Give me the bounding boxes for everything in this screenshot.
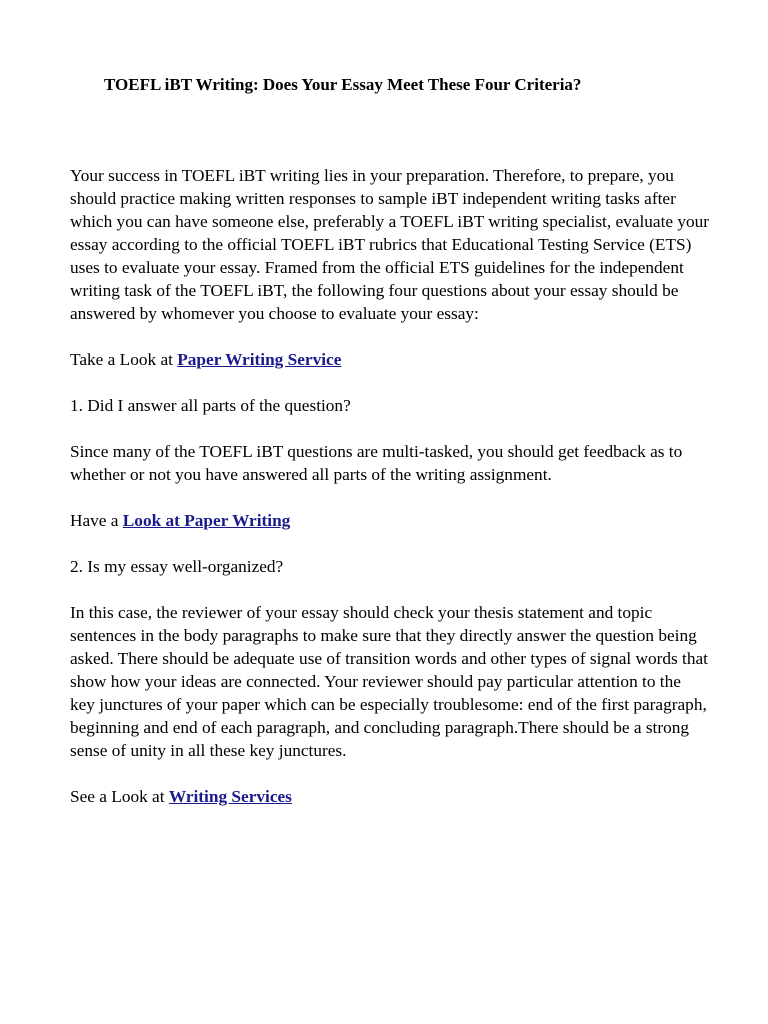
intro-paragraph: Your success in TOEFL iBT writing lies in your preparation. Therefore, to prepare, you should practice making written responses to sample iBT independent writing tasks after which you can have someone else, preferably a TOEFL iBT writing specialist, evaluate your essay according to the official TOEFL iBT rubrics that Educational Testing Service (ETS) uses to evaluate your essay. Framed from the official ETS guidelines for the independent writing task of the TOEFL iBT, the following four questions about your essay should be answered by whomever you choose to evaluate your essay:	[70, 166, 710, 323]
promo-line-1	[70, 348, 710, 371]
promo-1-prefix: Take a Look at	[70, 350, 178, 369]
promo-2-prefix: Have a	[70, 511, 123, 530]
promo-line-3	[70, 785, 710, 808]
paper-writing-service-link[interactable]: Paper Writing Service	[177, 350, 342, 369]
question-2-heading: 2. Is my essay well-organized?	[70, 557, 284, 576]
writing-services-link[interactable]: Writing Services	[168, 787, 292, 806]
question-1-paragraph: Since many of the TOEFL iBT questions are multi-tasked, you should get feedback as to whether or not you have answered all parts of the writing assignment.	[70, 442, 683, 484]
promo-3-prefix: See a Look at	[70, 787, 169, 806]
promo-line-2	[70, 509, 710, 532]
document-body	[70, 164, 710, 831]
page-title: TOEFL iBT Writing: Does Your Essay Meet These Four Criteria?	[104, 75, 582, 94]
question-1-heading: 1. Did I answer all parts of the question?	[70, 396, 351, 415]
look-at-paper-writing-link[interactable]: Look at Paper Writing	[122, 511, 291, 530]
question-2-paragraph: In this case, the reviewer of your essay should check your thesis statement and topic sentences in the body paragraphs to make sure that they directly answer the question being asked. There should be adequate use of transition words and other types of signal words that show how your ideas are connected. Your reviewer should pay particular attention to the key junctures of your paper which can be especially troublesome: end of the first paragraph, beginning and end of each paragraph, and concluding paragraph.There should be a strong sense of unity in all these key junctures.	[70, 603, 708, 760]
